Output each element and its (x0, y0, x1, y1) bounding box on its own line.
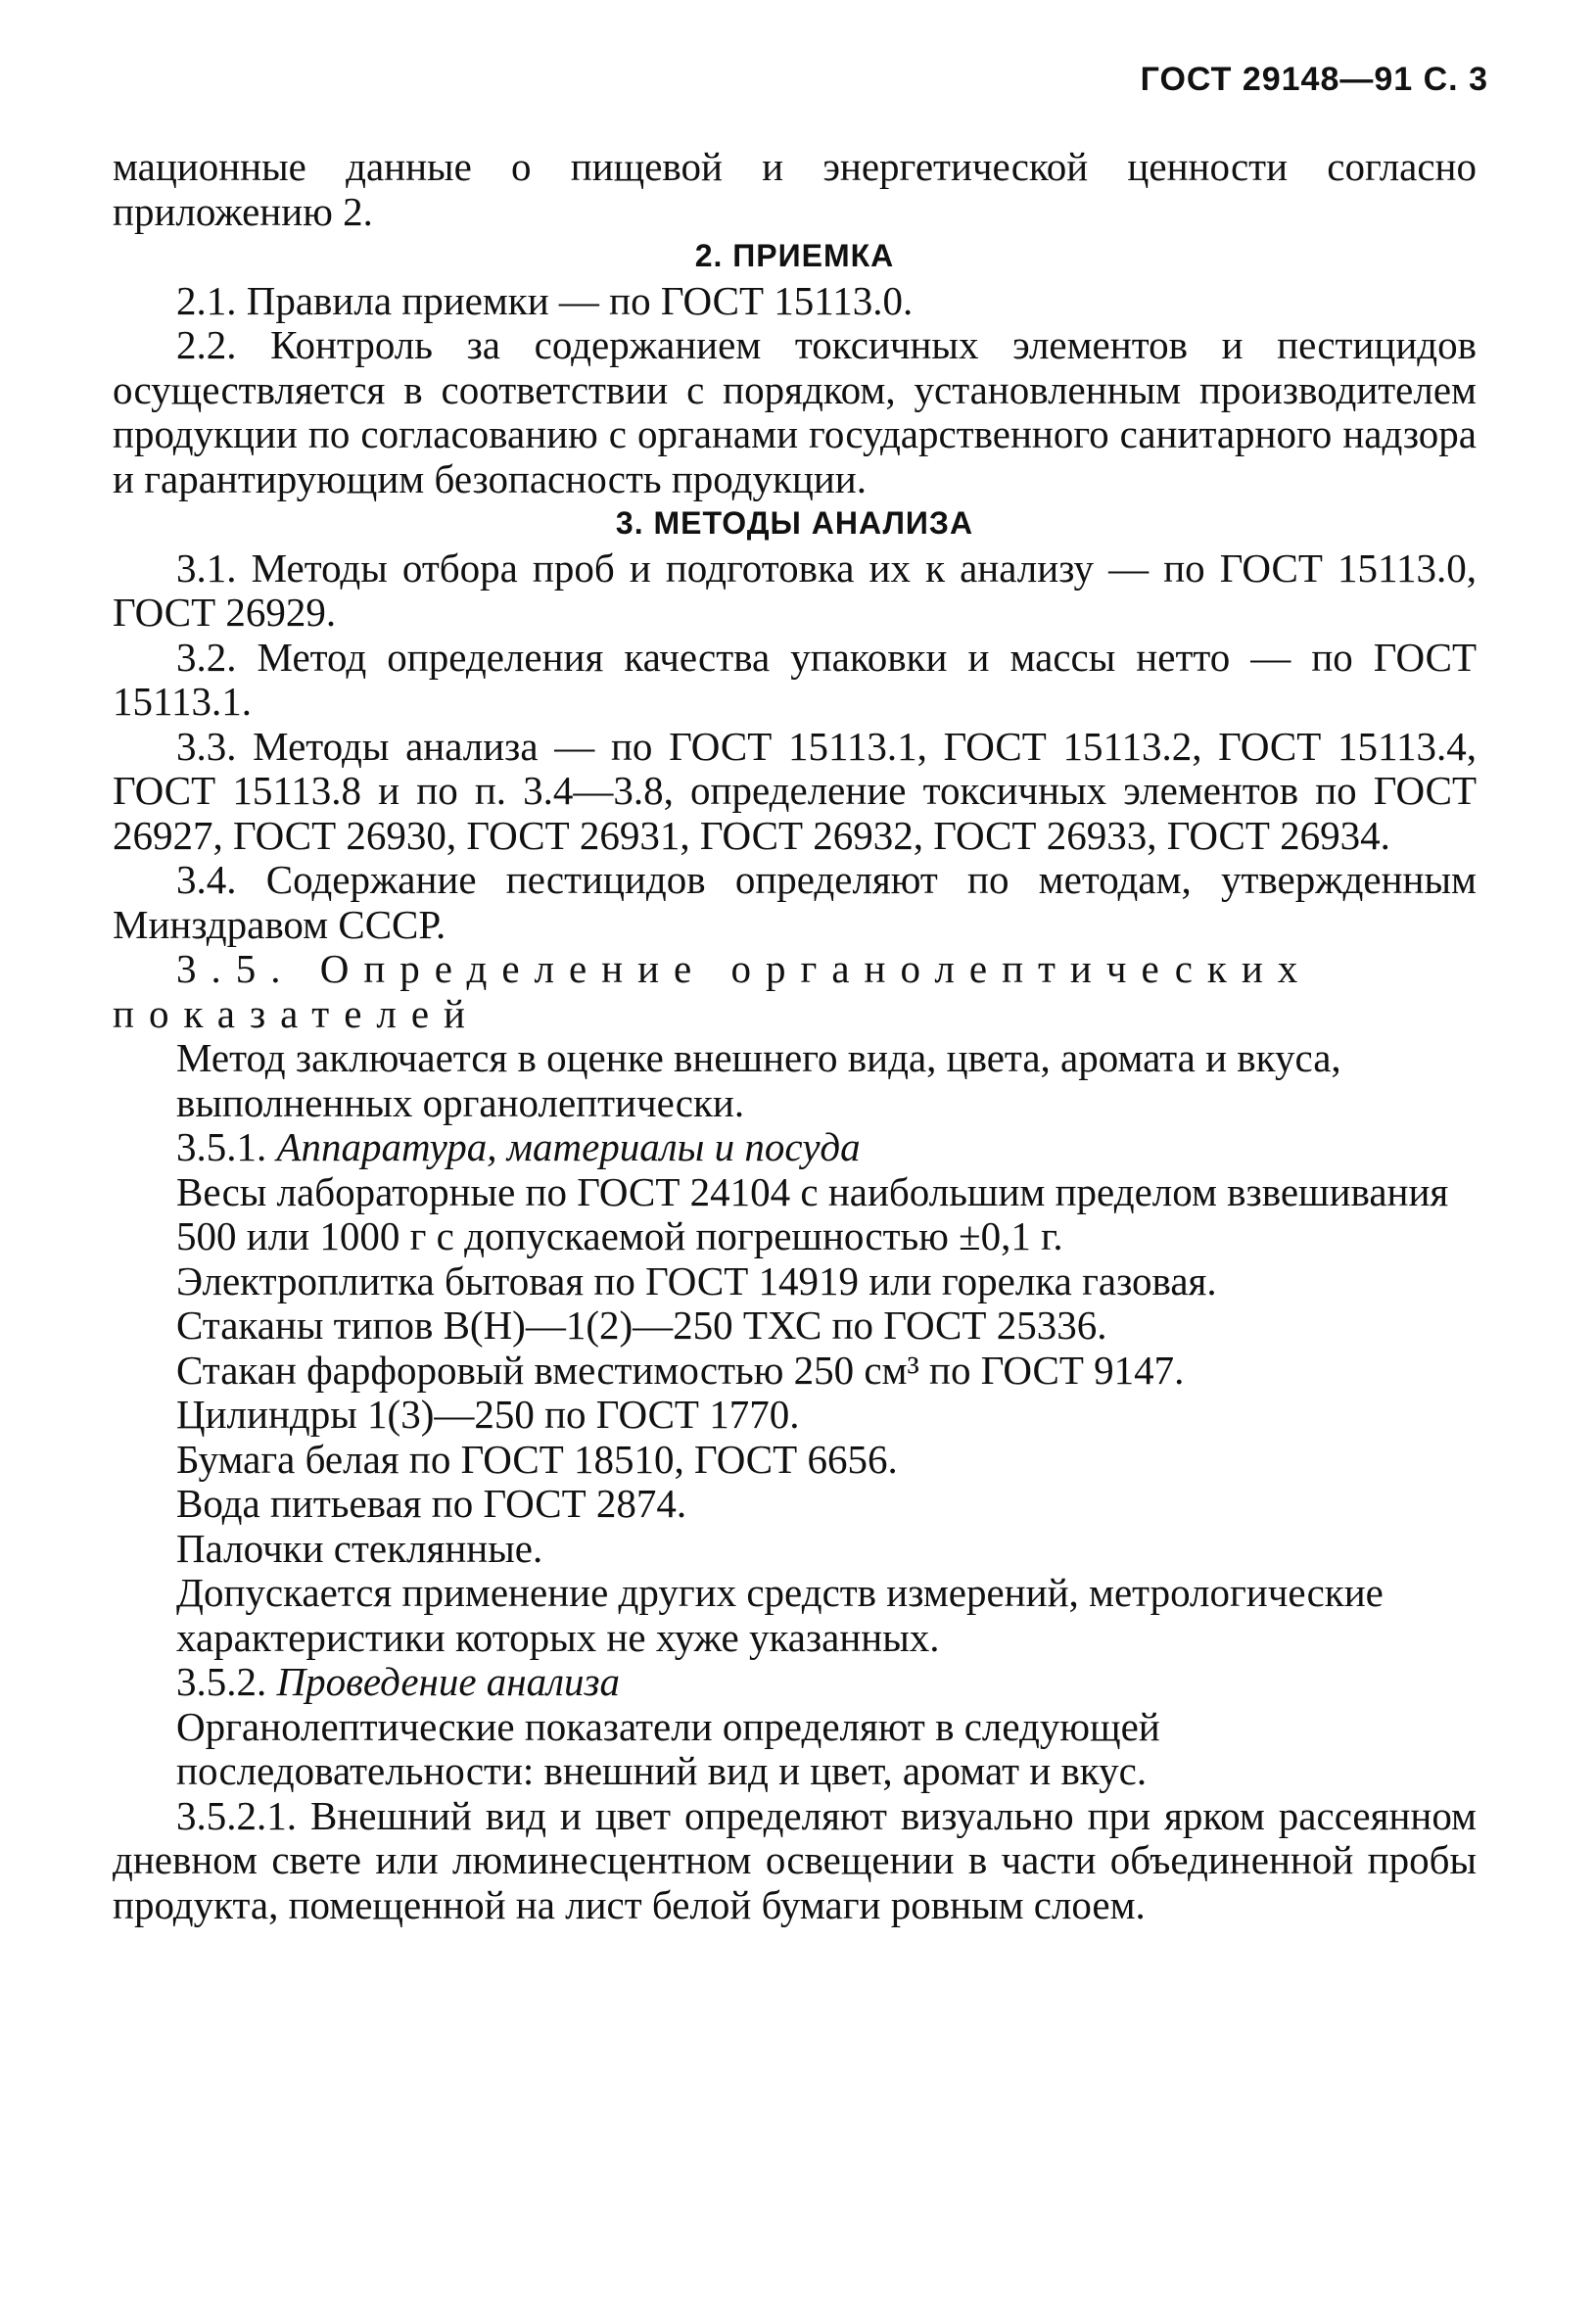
equipment-item: Бумага белая по ГОСТ 18510, ГОСТ 6656. (176, 1436, 898, 1482)
paragraph-3-2: 3.2. Метод определения качества упаковки и массы нетто — по ГОСТ 15113.1. (113, 634, 1477, 724)
paragraph-3-1: 3.1. Методы отбора проб и подготовка их к анализу — по ГОСТ 15113.0, ГОСТ 26929. (113, 545, 1477, 635)
paragraph-3-5-2-heading (113, 1660, 1477, 1705)
paragraph-3-5-heading (113, 947, 1477, 1036)
paragraph-3-5-number: 3.5. (176, 946, 296, 991)
paragraph-2-2: 2.2. Контроль за содержанием токсичных элементов и пестицидов осуществляется в соответствии с порядком, установленным производителем продукции по согласованию с органами государственного санитарного надзора и гарантирующим безопасность продукции. (113, 322, 1477, 501)
paragraph-3-4: 3.4. Содержание пестицидов определяют по методам, утвержденным Минздравом СССР. (113, 857, 1477, 947)
section-2-heading: 2. ПРИЕМКА (694, 238, 895, 273)
equipment-item: Электроплитка бытовая по ГОСТ 14919 или горелка газовая. (176, 1257, 1217, 1303)
equipment-item: Цилиндры 1(3)—250 по ГОСТ 1770. (176, 1392, 800, 1437)
equipment-item: Стакан фарфоровый вместимостью 250 см³ по ГОСТ 9147. (176, 1347, 1185, 1393)
section-3-heading: 3. МЕТОДЫ АНАЛИЗА (615, 505, 974, 541)
paragraph-3-5-2-number: 3.5.2. (176, 1659, 267, 1704)
paragraph-3-3: 3.3. Методы анализа — по ГОСТ 15113.1, ГОСТ 15113.2, ГОСТ 15113.4, ГОСТ 15113.8 и по п. 3.4—3.8, определение токсичных элементов по ГОСТ 26927, ГОСТ 26930, ГОСТ 26931, ГОСТ 26932, ГОСТ 26933, ГОСТ 26934. (113, 723, 1477, 858)
paragraph-3-5-1-heading (113, 1125, 1477, 1170)
paragraph-3-5-2-title: Проведение анализа (276, 1659, 621, 1704)
paragraph-2-1: 2.1. Правила приемки — по ГОСТ 15113.0. (176, 277, 914, 323)
equipment-item: Допускается применение других средств измерений, метрологические характеристики которых не хуже указанных. (176, 1570, 1384, 1660)
intro-paragraph: мационные данные о пищевой и энергетической ценности согласно приложению 2. (113, 144, 1477, 234)
equipment-list (113, 1170, 1477, 1661)
document-body (113, 145, 1477, 1927)
paragraph-3-5-2-text: Органолептические показатели определяют в следующей последовательности: внешний вид и цвет, аромат и вкус. (176, 1703, 1160, 1793)
page-header: ГОСТ 29148—91 С. 3 (1140, 61, 1488, 98)
paragraph-3-5-1-title: Аппаратура, материалы и посуда (276, 1124, 861, 1169)
equipment-item: Весы лабораторные по ГОСТ 24104 с наибольшим пределом взвешивания 500 или 1000 г с допускаемой погрешностью ±0,1 г. (176, 1168, 1449, 1258)
paragraph-3-5-text: Метод заключается в оценке внешнего вида, цвета, аромата и вкуса, выполненных органолептически. (176, 1035, 1341, 1125)
paragraph-3-5-1-number: 3.5.1. (176, 1124, 267, 1169)
equipment-item: Стаканы типов В(Н)—1(2)—250 ТХС по ГОСТ 25336. (176, 1303, 1107, 1348)
equipment-item: Вода питьевая по ГОСТ 2874. (176, 1481, 687, 1526)
paragraph-3-5-2-1: 3.5.2.1. Внешний вид и цвет определяют визуально при ярком рассеянном дневном свете или люминесцентном освещении в части объединенной пробы продукта, помещенной на лист белой бумаги ровным слоем. (113, 1792, 1477, 1927)
equipment-item: Палочки стеклянные. (176, 1525, 543, 1571)
paragraph-3-5-title: Определение органолептических показателей (113, 946, 1313, 1036)
